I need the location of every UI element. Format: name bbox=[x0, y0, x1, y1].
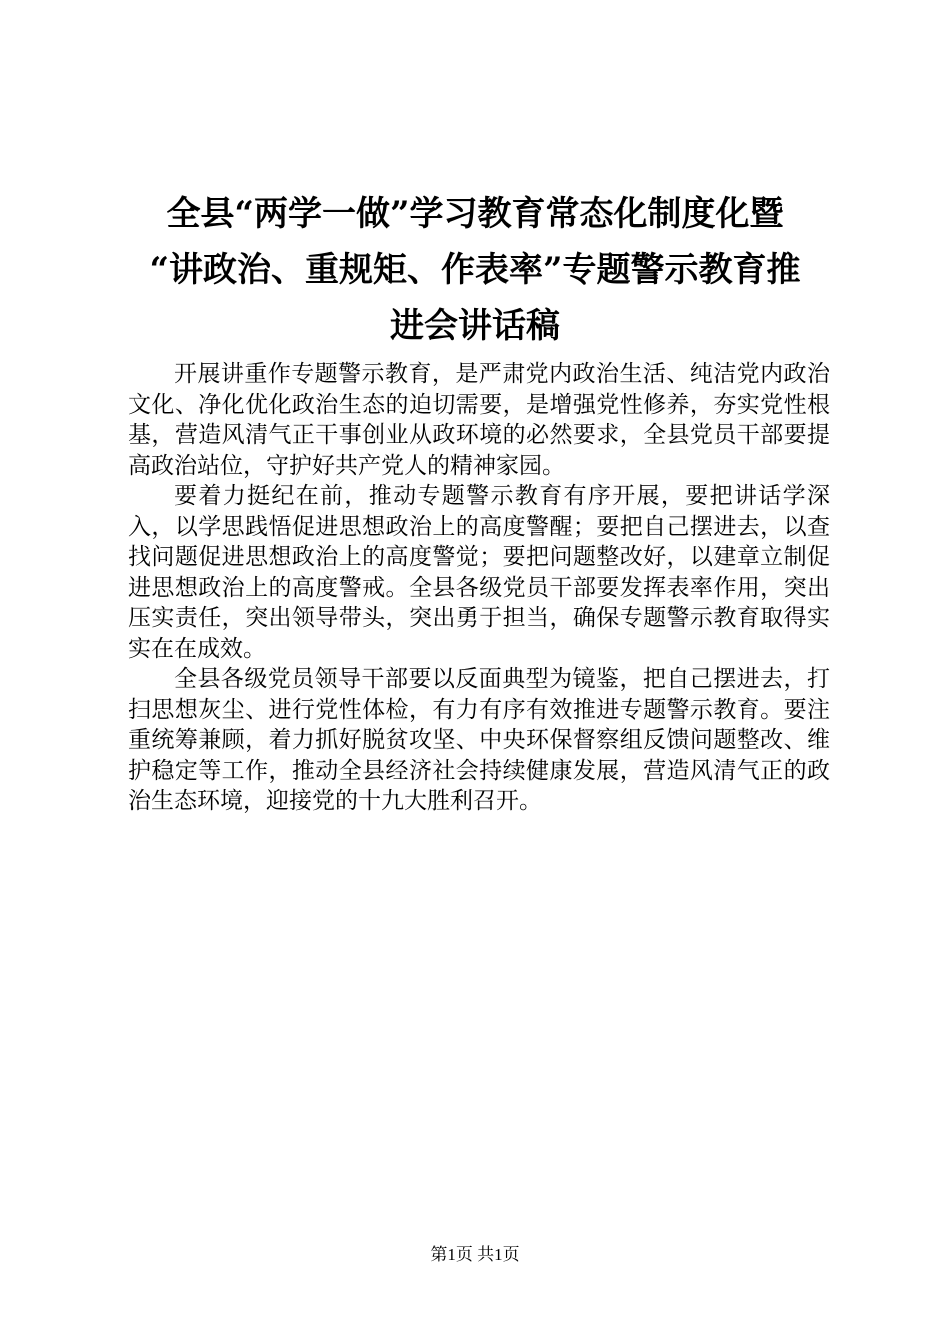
body-paragraph-2: 要着力挺纪在前，推动专题警示教育有序开展，要把讲话学深入，以学思践悟促进思想政治上的高度警醒；要把自己摆进去，以查找问题促进思想政治上的高度警觉；要把问题整改好，以建章立制促进思想政治上的高度警戒。全县各级党员干部要发挥表率作用，突出压实责任，突出领导带头，突出勇于担当，确保专题警示教育取得实实在在成效。 bbox=[128, 483, 830, 662]
title-line-3: 进会讲话稿 bbox=[390, 306, 560, 346]
body-paragraph-3: 全县各级党员领导干部要以反面典型为镜鉴，把自己摆进去，打扫思想灰尘、进行党性体检，有力有序有效推进专题警示教育。要注重统筹兼顾，着力抓好脱贫攻坚、中央环保督察组反馈问题整改、维护稳定等工作，推动全县经济社会持续健康发展，营造风清气正的政治生态环境，迎接党的十九大胜利召开。 bbox=[128, 666, 830, 814]
title-line-2: “讲政治、重规矩、作表率”专题警示教育推 bbox=[149, 250, 801, 290]
page-footer: 第1页 共1页 bbox=[430, 1245, 520, 1264]
document-title bbox=[120, 186, 830, 354]
title-line-1: 全县“两学一做”学习教育常态化制度化暨 bbox=[166, 194, 784, 234]
body-paragraph-1: 开展讲重作专题警示教育，是严肃党内政治生活、纯洁党内政治文化、净化优化政治生态的迫切需要，是增强党性修养，夯实党性根基，营造风清气正干事创业从政环境的必然要求，全县党员干部要提高政治站位，守护好共产党人的精神家园。 bbox=[128, 361, 830, 479]
document-body bbox=[128, 359, 830, 817]
